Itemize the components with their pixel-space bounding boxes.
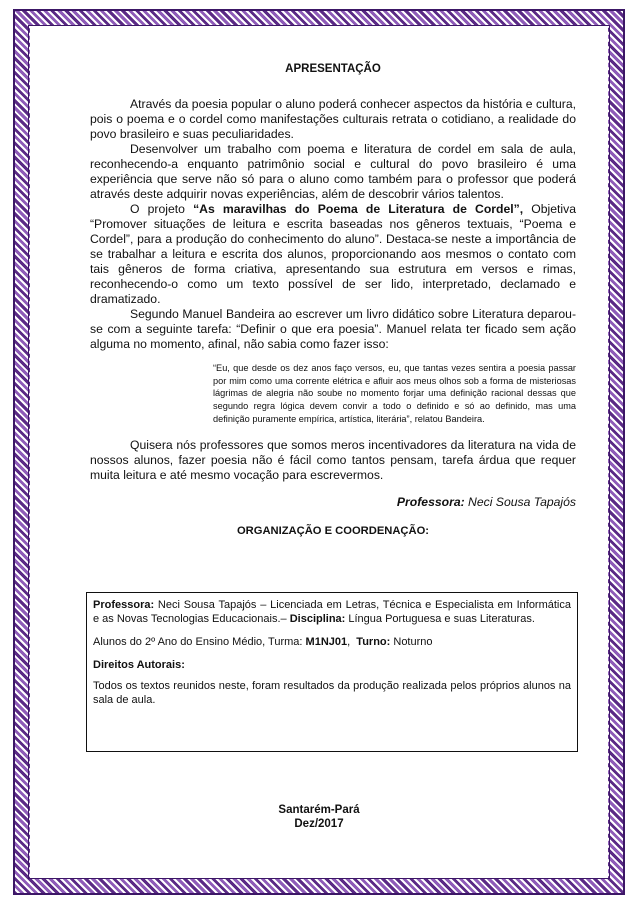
discipline-text: Língua Portuguesa e suas Literaturas. [345,613,535,625]
rights-label: Direitos Autorais: [93,659,185,671]
signature-label: Professora: [396,494,465,509]
shift-separator: , [347,636,357,648]
shift-label: Turno: [356,636,391,648]
rights-text: Todos os textos reunidos neste, foram resultados da produção realizada pelos próprios alunos na sala de aula. [93,680,571,706]
professor-text: Neci Sousa Tapajós – Licenciada em Letras, Técnica e Especialista em Informática e as Novas Tecnologias Educacionais.– [93,599,571,625]
paragraph-4: Segundo Manuel Bandeira ao escrever um livro didático sobre Literatura deparou-se com a seguinte tarefa: “Definir o que era poesia”. Manuel relata ter ficado sem ação alguma no momento, afinal, não sabia como fazer isso: [90,307,576,351]
paragraph-5: Quisera nós professores que somos meros incentivadores da literatura na vida de nossos alunos, fazer poesia não é fácil como tantos pensam, tarefa árdua que requer muita leitura e até mesmo vocação para escrevermos. [90,437,576,482]
organization-box [86,592,578,752]
discipline-label: Disciplina: [289,613,346,625]
class-info [93,635,571,649]
paragraph-1: Através da poesia popular o aluno poderá conhecer aspectos da história e cultura, pois o poema e o cordel como manifestações culturais retrata o cotidiano, a realidade do povo brasileiro e suas peculiaridades. [90,97,576,141]
footer-date: Dez/2017 [294,818,344,830]
professor-info [93,598,571,626]
bandeira-quote: “Eu, que desde os dez anos faço versos, eu, que tantas vezes sentira a poesia passar por mim como uma corrente elétrica e afluir aos meus olhos sob a forma de misteriosas lágrimas de alegria não soube no momento forjar uma definição racional dessas que segundo regra lógica devem convir a todo o definido e só ao definido, mas uma definição puramente empírica, artística, literária”, relatou Bandeira. [213,363,576,424]
paragraph-2: Desenvolver um trabalho com poema e literatura de cordel em sala de aula, reconhecendo-a enquanto patrimônio social e cultural do povo brasileiro é uma experiência que serve não só para o aluno como também para o professor que poderá através deste adquirir novas experiências, além de descobrir vários talentos. [90,142,576,201]
project-name: “As maravilhas do Poema de Literatura de Cordel”, [193,202,524,216]
class-code: M1NJ01 [305,636,348,648]
presentation-content [90,62,576,545]
footer [0,803,638,831]
organization-title: ORGANIZAÇÃO E COORDENAÇÃO: [236,524,430,537]
page-title: APRESENTAÇÃO [285,63,381,75]
paragraph-3 [90,202,576,307]
signature-name: Neci Sousa Tapajós [464,494,576,509]
shift-text: Noturno [390,636,433,648]
paragraph-3-start: O projeto [130,202,194,216]
professor-label: Professora: [93,599,155,611]
paragraph-3-rest: Objetiva “Promover situações de leitura e escrita baseadas nos gêneros textuais, “Poema e Cordel”, para a produção do conhecimento do aluno”. Destaca-se neste a importância de se trabalhar a leitura e escrita dos alunos, proporcionando aos mesmos o contato com tais gêneros de forma criativa, apresentando sua estrutura em versos e rimas, reconhecendo-o como um texto possível de ser lido, interpretado, declamado e dramatizado. [90,202,576,306]
class-text: Alunos do 2º Ano do Ensino Médio, Turma: [93,636,306,648]
signature [90,495,576,510]
rights-heading [93,658,571,672]
footer-city: Santarém-Pará [278,804,360,816]
